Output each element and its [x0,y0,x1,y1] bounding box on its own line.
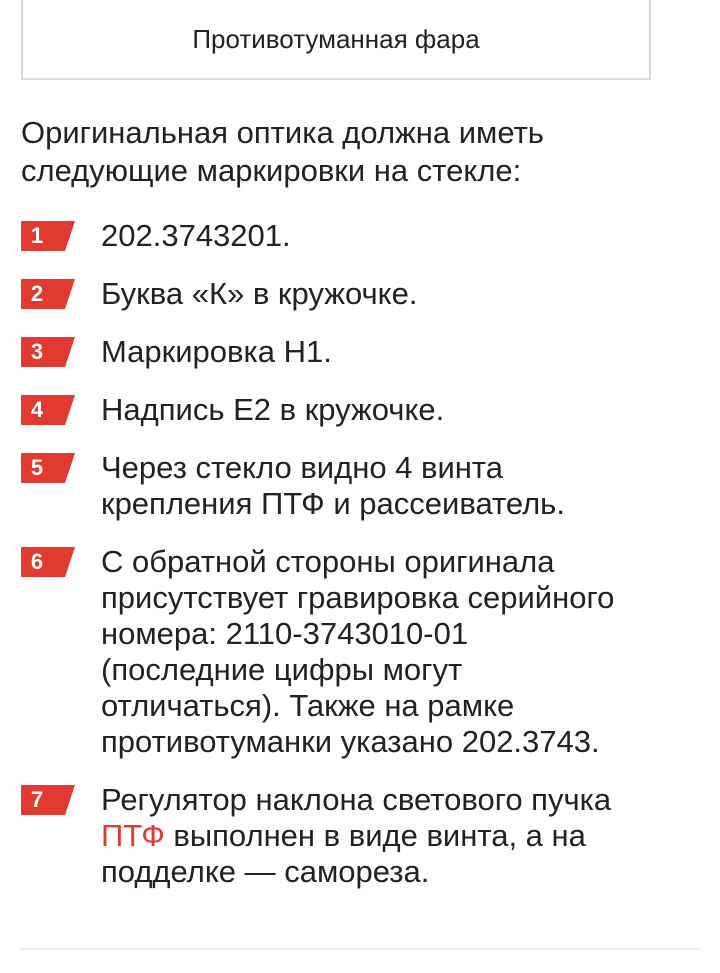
list-item [21,544,711,760]
number-badge: 2 [21,279,75,309]
item-text: Маркировка Н1. [101,334,332,369]
item-text: Надпись Е2 в кружочке. [101,392,445,427]
item-text: Регулятор наклона светового пучка ПТФ выполнен в виде винта, а на подделке — самореза. [101,782,612,889]
list-item [21,782,711,890]
list-item [21,218,711,254]
marking-list [21,218,711,890]
item-text: Через стекло видно 4 винта крепления ПТФ и рассеиватель. [101,450,565,521]
list-item [21,334,711,370]
caption-text: Противотуманная фара [192,23,480,54]
list-item [21,450,711,522]
image-caption [21,0,651,80]
list-item [21,276,711,312]
item-text: С обратной стороны оригинала присутствует гравировка серийного номера: 2110-3743010-01 (последние цифры могут отличаться). Также на рамке противотуманки указано 202.3743. [101,544,615,759]
ptf-link[interactable]: ПТФ [101,818,165,853]
number-badge: 6 [21,547,75,577]
number-badge: 3 [21,337,75,367]
number-badge: 4 [21,395,75,425]
item-text: 202.3743201. [101,218,291,253]
intro-text: Оригинальная оптика должна иметь следующие маркировки на стекле: [21,115,544,188]
item-text: Буква «К» в кружочке. [101,276,418,311]
number-badge: 7 [21,785,75,815]
number-badge: 5 [21,453,75,483]
list-item [21,392,711,428]
number-badge: 1 [21,221,75,251]
divider [21,948,699,950]
